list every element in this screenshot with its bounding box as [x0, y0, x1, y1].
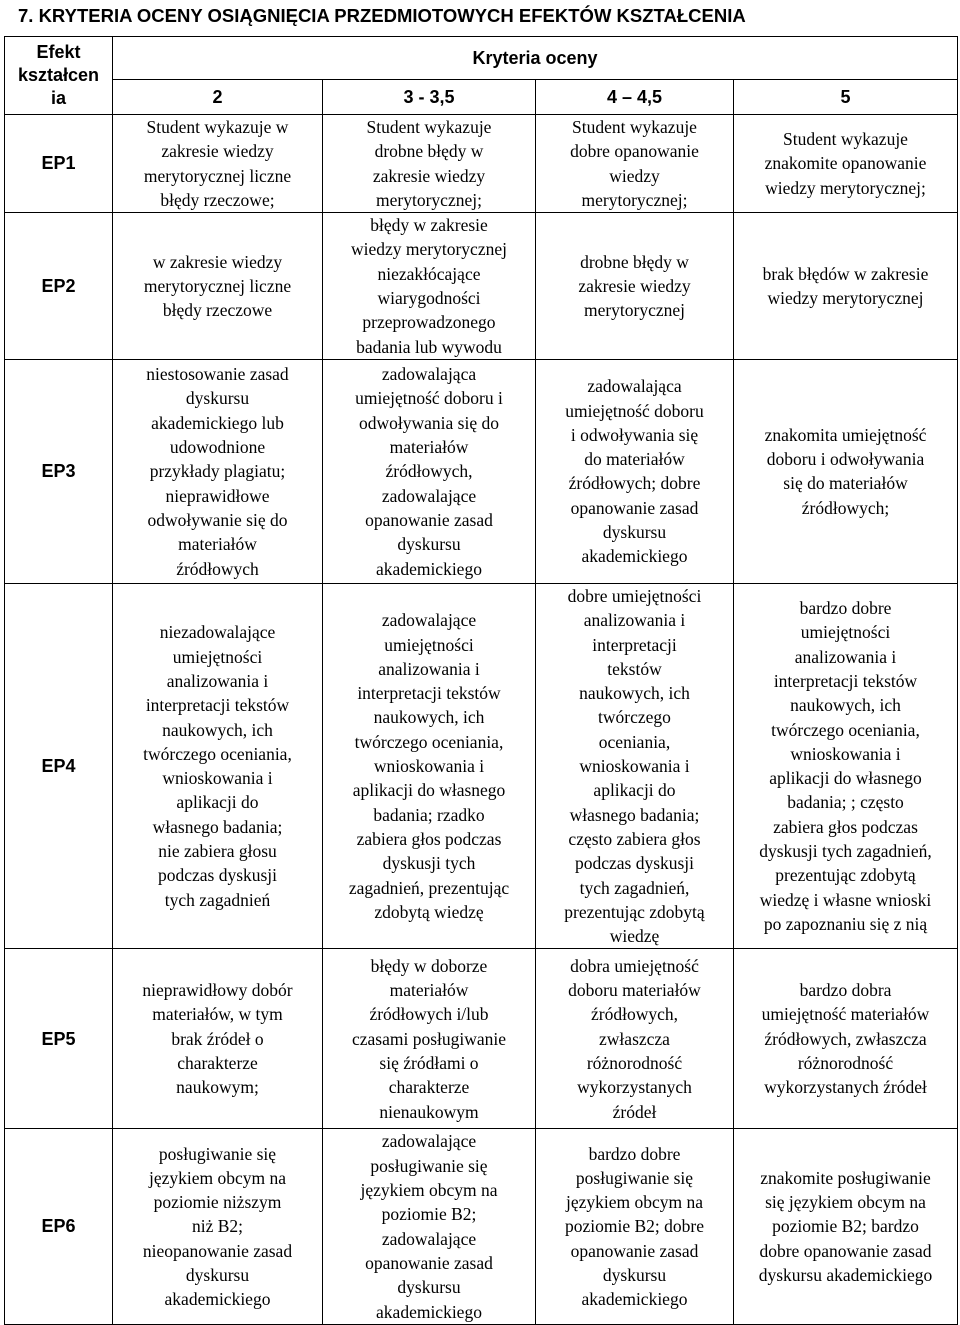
table-row [5, 213, 958, 360]
grade-2: 2 [113, 80, 323, 115]
criteria-cell: zadowalające umiejętności analizowania i interpretacji tekstów naukowych, ich twórczego oceniania, wnioskowania i aplikacji do własnego badania; rzadko zabiera głos podczas dyskusji tych zagadnień, prezentując zdobytą wiedzę [323, 583, 536, 948]
criteria-cell: bardzo dobre posługiwanie się językiem obcym na poziomie B2; dobre opanowanie zasad dyskursu akademickiego [536, 1129, 734, 1324]
grade-3: 3 - 3,5 [323, 80, 536, 115]
table-row [5, 583, 958, 948]
effect-id: EP4 [5, 583, 113, 948]
criteria-cell: bardzo dobra umiejętność materiałów źródłowych, zwłaszcza różnorodność wykorzystanych źródeł [734, 949, 958, 1129]
criteria-cell: znakomita umiejętność doboru i odwoływania się do materiałów źródłowych; [734, 359, 958, 583]
criteria-cell: Student wykazuje drobne błędy w zakresie wiedzy merytorycznej; [323, 115, 536, 213]
effect-id: EP5 [5, 949, 113, 1129]
criteria-cell: nieprawidłowy dobór materiałów, w tym brak źródeł o charakterze naukowym; [113, 949, 323, 1129]
grade-5: 5 [734, 80, 958, 115]
table-row [5, 1129, 958, 1324]
grades-row [5, 80, 958, 115]
criteria-cell: niestosowanie zasad dyskursu akademickiego lub udowodnione przykłady plagiatu; nieprawidłowe odwoływanie się do materiałów źródłowych [113, 359, 323, 583]
criteria-cell: zadowalająca umiejętność doboru i odwoływania się do materiałów źródłowych, zadowalające opanowanie zasad dyskursu akademickiego [323, 359, 536, 583]
criteria-cell: brak błędów w zakresie wiedzy merytorycznej [734, 213, 958, 360]
header-efekt: Efekt kształcen ia [5, 37, 113, 115]
table-row [5, 359, 958, 583]
criteria-table [4, 36, 958, 1325]
criteria-cell: niezadowalające umiejętności analizowania i interpretacji tekstów naukowych, ich twórczego oceniania, wnioskowania i aplikacji do własnego badania; nie zabiera głosu podczas dyskusji tych zagadnień [113, 583, 323, 948]
criteria-cell: dobra umiejętność doboru materiałów źródłowych, zwłaszcza różnorodność wykorzystanych źródeł [536, 949, 734, 1129]
effect-id: EP2 [5, 213, 113, 360]
criteria-cell: zadowalająca umiejętność doboru i odwoływania się do materiałów źródłowych; dobre opanowanie zasad dyskursu akademickiego [536, 359, 734, 583]
criteria-cell: Student wykazuje w zakresie wiedzy merytorycznej liczne błędy rzeczowe; [113, 115, 323, 213]
criteria-cell: drobne błędy w zakresie wiedzy merytorycznej [536, 213, 734, 360]
header-row [5, 37, 958, 80]
criteria-cell: błędy w doborze materiałów źródłowych i/lub czasami posługiwanie się źródłami o charakterze nienaukowym [323, 949, 536, 1129]
criteria-cell: Student wykazuje dobre opanowanie wiedzy merytorycznej; [536, 115, 734, 213]
effect-id: EP1 [5, 115, 113, 213]
table-row [5, 949, 958, 1129]
criteria-cell: Student wykazuje znakomite opanowanie wiedzy merytorycznej; [734, 115, 958, 213]
criteria-cell: zadowalające posługiwanie się językiem obcym na poziomie B2; zadowalające opanowanie zasad dyskursu akademickiego [323, 1129, 536, 1324]
criteria-cell: bardzo dobre umiejętności analizowania i interpretacji tekstów naukowych, ich twórczego oceniania, wnioskowania i aplikacji do własnego badania; ; często zabiera głos podczas dyskusji tych zagadnień, prezentując zdobytą wiedzę i własne wnioski po zapoznaniu się z nią [734, 583, 958, 948]
criteria-cell: w zakresie wiedzy merytorycznej liczne błędy rzeczowe [113, 213, 323, 360]
criteria-cell: błędy w zakresie wiedzy merytorycznej niezakłócające wiarygodności przeprowadzonego badania lub wywodu [323, 213, 536, 360]
criteria-cell: dobre umiejętności analizowania i interpretacji tekstów naukowych, ich twórczego oceniania, wnioskowania i aplikacji do własnego badania; często zabiera głos podczas dyskusji tych zagadnień, prezentując zdobytą wiedzę [536, 583, 734, 948]
table-row [5, 115, 958, 213]
effect-id: EP3 [5, 359, 113, 583]
effect-id: EP6 [5, 1129, 113, 1324]
criteria-cell: posługiwanie się językiem obcym na poziomie niższym niż B2; nieopanowanie zasad dyskursu akademickiego [113, 1129, 323, 1324]
criteria-cell: znakomite posługiwanie się językiem obcym na poziomie B2; bardzo dobre opanowanie zasad dyskursu akademickiego [734, 1129, 958, 1324]
grade-4: 4 – 4,5 [536, 80, 734, 115]
section-title: 7. KRYTERIA OCENY OSIĄGNIĘCIA PRZEDMIOTOWYCH EFEKTÓW KSZTAŁCENIA [18, 5, 746, 26]
header-kryteria: Kryteria oceny [113, 37, 958, 80]
